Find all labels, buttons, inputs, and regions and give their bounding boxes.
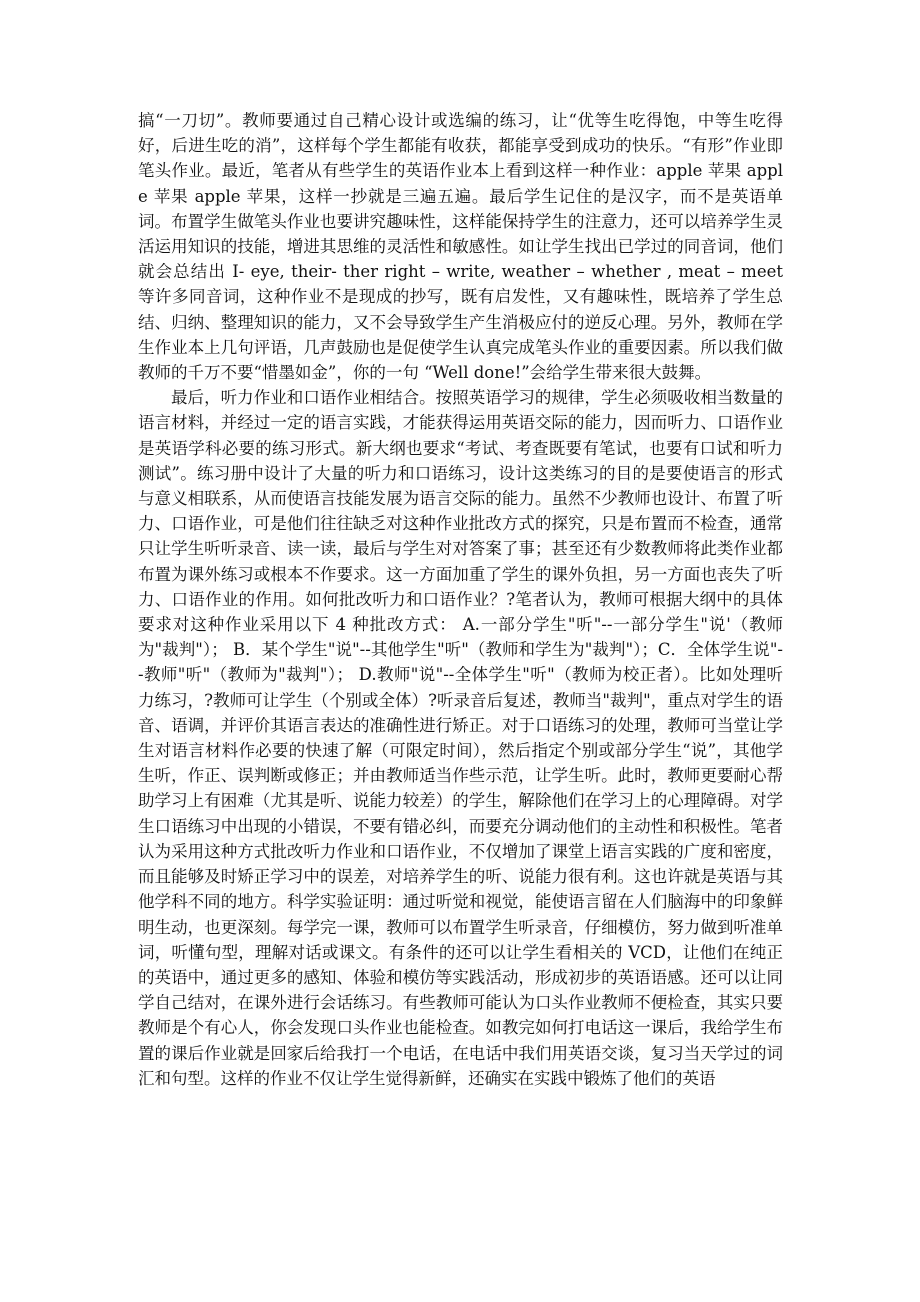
paragraph-1: 搞“一刀切”。教师要通过自己精心设计或选编的练习，让“优等生吃得饱，中等生吃得好，后进生吃的消”，这样每个学生都能有收获，都能享受到成功的快乐。“有形”作业即笔头作业。最近，笔者从有些学生的英语作业本上看到这样一种作业：apple 苹果 apple 苹果 apple 苹果，这样一抄就是三遍五遍。最后学生记住的是汉字，而不是英语单词。布置学生做笔头作业也要讲究趣味性，这样能保持学生的注意力，还可以培养学生灵活运用知识的技能，增进其思维的灵活性和敏感性。如让学生找出已学过的同音词，他们就会总结出 I- eye, their- ther right – write, weather – whether , meat – meet 等许多同音词，这种作业不是现成的抄写，既有启发性，又有趣味性，既培养了学生总结、归纳、整理知识的能力，又不会导致学生产生消极应付的逆反心理。另外，教师在学生作业本上几句评语，几声鼓励也是促使学生认真完成笔头作业的重要因素。所以我们做教师的千万不要“惜墨如金”，你的一句 “Well done!”会给学生带来很大鼓舞。 <box>138 111 783 383</box>
paragraph-2: 最后，听力作业和口语作业相结合。按照英语学习的规律，学生必须吸收相当数量的语言材料，并经过一定的语言实践，才能获得运用英语交际的能力，因而听力、口语作业是英语学科必要的练习形式。新大纲也要求“考试、考查既要有笔试，也要有口试和听力测试”。练习册中设计了大量的听力和口语练习，设计这类练习的目的是要使语言的形式与意义相联系，从而使语言技能发展为语言交际的能力。虽然不少教师也设计、布置了听力、口语作业，可是他们往往缺乏对这种作业批改方式的探究，只是布置而不检查，通常只让学生听听录音、读一读，最后与学生对对答案了事；甚至还有少数教师将此类作业都布置为课外练习或根本不作要求。这一方面加重了学生的课外负担，另一方面也丧失了听力、口语作业的作用。如何批改听力和口语作业？?笔者认为，教师可根据大纲中的具体要求对这种作业采用以下 4 种批改方式： A.一部分学生"听"--一部分学生"说'（教师为"裁判"）； B．某个学生"说"--其他学生"听"（教师和学生为"裁判"）；C．全体学生说"--教师"听"（教师为"裁判"）； D.教师"说"--全体学生"听"（教师为校正者）。比如处理听力练习，?教师可让学生（个别或全体）?听录音后复述，教师当"裁判"，重点对学生的语音、语调，并评价其语言表达的准确性进行矫正。对于口语练习的处理，教师可当堂让学生对语言材料作必要的快速了解（可限定时间），然后指定个别或部分学生“说”，其他学生听，作正、误判断或修正；并由教师适当作些示范，让学生听。此时，教师更要耐心帮助学习上有困难（尤其是听、说能力较差）的学生，解除他们在学习上的心理障碍。对学生口语练习中出现的小错误，不要有错必纠，而要充分调动他们的主动性和积极性。笔者认为采用这种方式批改听力作业和口语作业，不仅增加了课堂上语言实践的广度和密度，而且能够及时矫正学习中的误差，对培养学生的听、说能力很有利。这也许就是英语与其他学科不同的地方。科学实验证明：通过听觉和视觉，能使语言留在人们脑海中的印象鲜明生动，也更深刻。每学完一课，教师可以布置学生听录音，仔细模仿，努力做到听准单词，听懂句型，理解对话或课文。有条件的还可以让学生看相关的 VCD，让他们在纯正的英语中，通过更多的感知、体验和模仿等实践活动，形成初步的英语语感。还可以让同学自己结对，在课外进行会话练习。有些教师可能认为口头作业教师不便检查，其实只要教师是个有心人，你会发现口头作业也能检查。如教完如何打电话这一课后，我给学生布置的课后作业就是回家后给我打一个电话，在电话中我们用英语交谈，复习当天学过的词汇和句型。这样的作业不仅让学生觉得新鲜，还确实在实践中锻炼了他们的英语 <box>138 388 783 1088</box>
document-page <box>138 108 783 1091</box>
